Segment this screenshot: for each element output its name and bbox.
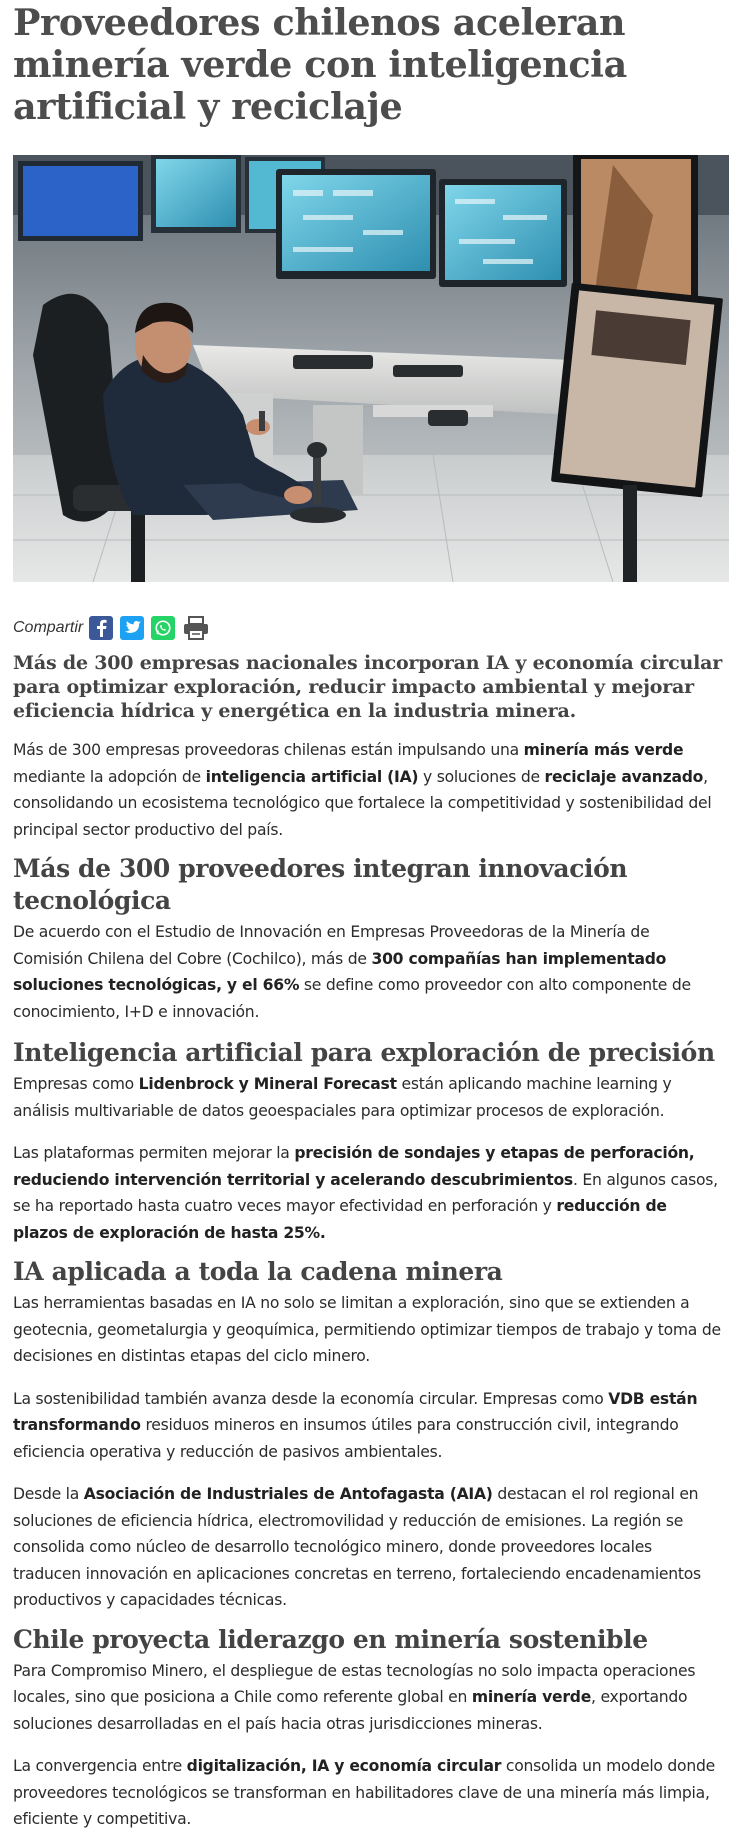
paragraph-9: La convergencia entre digitalización, IA y economía circular consolida un modelo donde proveedores tecnológicos se transforman en habilitadores clave de una minería más limpia, eficiente y competitiva. [13,1757,715,1828]
article-title: Proveedores chilenos aceleran minería verde con inteligencia artificial y reciclaje [13,1,627,128]
hero-image [13,155,729,582]
printer-icon [183,616,209,640]
paragraph-8: Para Compromiso Minero, el despliegue de estas tecnologías no solo impacta operaciones locales, sino que posiciona a Chile como referente global en minería verde, exportando soluciones desarrolladas en el país hacia otras jurisdicciones mineras. [13,1661,696,1733]
twitter-icon [123,620,141,636]
twitter-share-button[interactable] [120,616,144,640]
share-label: Compartir [13,619,84,636]
section-heading-innovacion: Más de 300 proveedores integran innovación tecnológica [13,854,628,915]
paragraph-4: Las plataformas permiten mejorar la precisión de sondajes y etapas de perforación, reduciendo intervención territorial y acelerando descubrimientos. En algunos casos, se ha reportado hasta cuatro veces mayor efectividad en perforación y reducción de plazos de exploración de hasta 25%. [13,1144,718,1242]
print-button[interactable] [182,616,210,640]
section-heading-cadena: IA aplicada a toda la cadena minera [13,1257,503,1286]
article-lead: Más de 300 empresas nacionales incorporan IA y economía circular para optimizar exploración, reducir impacto ambiental y mejorar eficiencia hídrica y energética en la industria minera. [13,652,723,722]
paragraph-6: La sostenibilidad también avanza desde la economía circular. Empresas como VDB están transformando residuos mineros en insumos útiles para construcción civil, integrando eficiencia operativa y reducción de pasivos ambientales. [13,1389,698,1461]
whatsapp-icon [154,619,172,637]
control-room-photo [13,155,729,582]
section-heading-liderazgo: Chile proyecta liderazgo en minería sostenible [13,1624,648,1654]
paragraph-5: Las herramientas basadas en IA no solo se limitan a exploración, sino que se extienden a geotecnia, geometalurgia y geoquímica, permitiendo optimizar tiempos de trabajo y toma de decisiones en distintas etapas del ciclo minero. [13,1294,721,1365]
section-heading-exploracion: Inteligencia artificial para exploración de precisión [13,1038,715,1067]
facebook-share-button[interactable] [89,616,113,640]
paragraph-2: De acuerdo con el Estudio de Innovación en Empresas Proveedoras de la Minería de Comisión Chilena del Cobre (Cochilco), más de 300 compañías han implementado soluciones tecnológicas, y el 66% se define como proveedor con alto componente de conocimiento, I+D e innovación. [13,923,691,1021]
whatsapp-share-button[interactable] [151,616,175,640]
share-bar [13,613,723,643]
paragraph-1: Más de 300 empresas proveedoras chilenas están impulsando una minería más verde mediante la adopción de inteligencia artificial (IA) y soluciones de reciclaje avanzado, consolidando un ecosistema tecnológico que fortalece la competitividad y sostenibilidad del principal sector productivo del país. [13,741,712,839]
facebook-icon [94,619,108,637]
paragraph-7: Desde la Asociación de Industriales de Antofagasta (AIA) destacan el rol regional en soluciones de eficiencia hídrica, electromovilidad y reducción de emisiones. La región se consolida como núcleo de desarrollo tecnológico minero, donde proveedores locales traducen innovación en aplicaciones concretas en terreno, fortaleciendo encadenamientos productivos y capacidades técnicas. [13,1485,701,1609]
paragraph-3: Empresas como Lidenbrock y Mineral Forecast están aplicando machine learning y análisis multivariable de datos geoespaciales para optimizar procesos de exploración. [13,1075,672,1120]
